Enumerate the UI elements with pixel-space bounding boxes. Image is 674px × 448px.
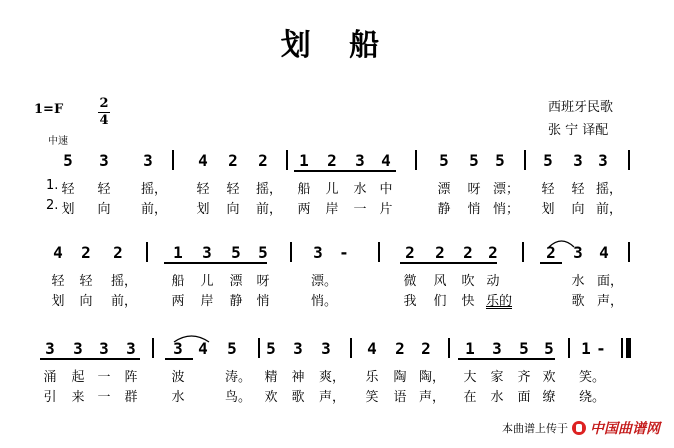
lyric-syllable: 向	[79, 294, 93, 309]
note: 5	[544, 339, 554, 358]
lyric-syllable: 悄	[256, 294, 270, 309]
lyric-syllable: 欢	[542, 370, 556, 385]
lyric-syllable: 向	[571, 202, 585, 217]
lyric-syllable: 漂；	[492, 182, 520, 197]
song-title: 划 船	[280, 28, 394, 63]
lyric-syllable: 歌	[571, 294, 585, 309]
lyric-syllable: 起	[71, 370, 85, 385]
lyric-syllable: 涛。	[224, 370, 252, 385]
note: 3	[173, 339, 183, 358]
eighth-note-beam	[540, 262, 562, 264]
note: 3	[126, 339, 136, 358]
lyric-syllable: 一	[97, 370, 111, 385]
lyric-syllable: 划	[51, 294, 65, 309]
lyric-syllable: 歌	[291, 390, 305, 405]
final-barline-thin	[621, 338, 623, 358]
note: 2	[327, 151, 337, 170]
lyric-syllable: 摇，	[140, 182, 168, 197]
lyric-syllable: 悄；	[492, 202, 520, 217]
lyric-syllable: 悄。	[310, 294, 338, 309]
lyric-syllable: 乐的	[485, 294, 513, 309]
note: 2	[113, 243, 123, 262]
key-signature: 1=F	[34, 102, 64, 117]
barline	[628, 242, 630, 262]
lyric-syllable: 快	[461, 294, 475, 309]
song-arranger: 张 宁 译配	[548, 123, 609, 138]
note-hold-dash: -	[339, 243, 349, 262]
note: 4	[381, 151, 391, 170]
note: 3	[321, 339, 331, 358]
lyric-syllable: 在	[463, 390, 477, 405]
lyric-syllable: 波	[171, 370, 185, 385]
lyric-syllable: 来	[71, 390, 85, 405]
note: 2	[228, 151, 238, 170]
lyric-syllable: 船	[297, 182, 311, 197]
note: 5	[543, 151, 553, 170]
lyric-syllable: 大	[463, 370, 477, 385]
lyric-syllable: 向	[226, 202, 240, 217]
lyric-syllable: 吹	[461, 274, 475, 289]
note: 2	[488, 243, 498, 262]
time-signature-bottom: 4	[99, 113, 109, 128]
lyric-syllable: 微	[403, 274, 417, 289]
lyric-syllable: 水	[171, 390, 185, 405]
lyric-syllable: 两	[171, 294, 185, 309]
lyric-syllable: 轻	[61, 182, 75, 197]
site-brand: 中国曲谱网	[590, 421, 660, 437]
lyric-syllable: 摇，	[110, 274, 138, 289]
note: 1	[581, 339, 591, 358]
lyric-syllable: 面	[517, 390, 531, 405]
note: 3	[573, 151, 583, 170]
note: 5	[266, 339, 276, 358]
note: 4	[367, 339, 377, 358]
lyric-syllable: 神	[291, 370, 305, 385]
lyric-syllable: 轻	[541, 182, 555, 197]
lyric-syllable: 片	[379, 202, 393, 217]
eighth-note-beam	[164, 262, 267, 264]
barline	[378, 242, 380, 262]
lyric-syllable: 陶，	[418, 370, 446, 385]
lyric-syllable: 齐	[517, 370, 531, 385]
note-hold-dash: -	[596, 339, 606, 358]
barline	[172, 150, 174, 170]
note: 3	[573, 243, 583, 262]
lyric-syllable: 水	[571, 274, 585, 289]
lyric-syllable: 漂。	[310, 274, 338, 289]
verse-number: 2.	[46, 198, 59, 213]
lyric-syllable: 划	[541, 202, 555, 217]
lyric-syllable: 笑。	[578, 370, 606, 385]
note: 5	[495, 151, 505, 170]
note: 3	[202, 243, 212, 262]
eighth-note-beam	[40, 358, 140, 360]
lyric-syllable: 绕。	[578, 390, 606, 405]
note: 4	[599, 243, 609, 262]
note: 3	[313, 243, 323, 262]
final-barline	[626, 338, 631, 358]
lyric-syllable: 笑	[365, 390, 379, 405]
lyric-syllable: 轻	[226, 182, 240, 197]
barline	[286, 150, 288, 170]
lyric-syllable: 群	[124, 390, 138, 405]
lyric-syllable: 静	[437, 202, 451, 217]
note: 4	[198, 339, 208, 358]
lyric-syllable: 呀	[256, 274, 270, 289]
song-origin: 西班牙民歌	[548, 100, 614, 115]
note: 3	[492, 339, 502, 358]
lyric-syllable: 阵	[124, 370, 138, 385]
lyric-syllable: 引	[43, 390, 57, 405]
note: 2	[405, 243, 415, 262]
lyric-syllable: 漂	[229, 274, 243, 289]
note: 5	[469, 151, 479, 170]
lyric-syllable: 向	[97, 202, 111, 217]
note: 3	[143, 151, 153, 170]
lyric-syllable: 涌	[43, 370, 57, 385]
lyric-syllable: 们	[433, 294, 447, 309]
lyric-syllable: 岸	[200, 294, 214, 309]
lyric-syllable: 静	[229, 294, 243, 309]
lyric-syllable: 面，	[596, 274, 624, 289]
barline	[448, 338, 450, 358]
lyric-syllable: 悄	[467, 202, 481, 217]
barline	[628, 150, 630, 170]
lyric-syllable: 轻	[571, 182, 585, 197]
lyric-syllable: 漂	[437, 182, 451, 197]
slur-mark	[548, 238, 575, 248]
note: 3	[598, 151, 608, 170]
note: 3	[45, 339, 55, 358]
eighth-note-beam	[165, 358, 193, 360]
lyric-syllable: 水	[490, 390, 504, 405]
note: 2	[463, 243, 473, 262]
lyric-syllable: 我	[403, 294, 417, 309]
lyric-syllable: 摇，	[255, 182, 283, 197]
note: 1	[465, 339, 475, 358]
lyric-syllable: 家	[490, 370, 504, 385]
lyric-syllable: 乐	[365, 370, 379, 385]
lyric-syllable: 呀	[467, 182, 481, 197]
lyric-syllable: 欢	[264, 390, 278, 405]
lyric-syllable: 儿	[325, 182, 339, 197]
site-logo-icon	[572, 421, 586, 435]
note: 4	[198, 151, 208, 170]
lyric-syllable: 轻	[51, 274, 65, 289]
lyric-syllable: 船	[171, 274, 185, 289]
note: 5	[519, 339, 529, 358]
note: 2	[395, 339, 405, 358]
eighth-note-beam	[294, 170, 396, 172]
note: 5	[231, 243, 241, 262]
note: 4	[53, 243, 63, 262]
eighth-note-beam	[400, 262, 497, 264]
note: 2	[546, 243, 556, 262]
time-signature-top: 2	[99, 96, 109, 111]
lyric-syllable: 前，	[140, 202, 168, 217]
note: 2	[421, 339, 431, 358]
lyric-syllable: 轻	[196, 182, 210, 197]
lyric-syllable: 划	[196, 202, 210, 217]
note: 5	[439, 151, 449, 170]
lyric-syllable: 水	[353, 182, 367, 197]
lyric-syllable: 轻	[79, 274, 93, 289]
barline	[152, 338, 154, 358]
verse-number: 1.	[46, 178, 59, 193]
lyric-syllable: 前，	[110, 294, 138, 309]
note: 3	[293, 339, 303, 358]
lyric-syllable: 声，	[596, 294, 624, 309]
lyric-syllable: 儿	[200, 274, 214, 289]
lyric-syllable: 一	[353, 202, 367, 217]
time-signature	[96, 96, 112, 129]
note: 5	[227, 339, 237, 358]
note: 1	[173, 243, 183, 262]
lyric-syllable: 中	[379, 182, 393, 197]
footer-text: 本曲谱上传于	[502, 422, 568, 435]
note: 3	[355, 151, 365, 170]
lyric-syllable: 爽，	[318, 370, 346, 385]
note: 3	[73, 339, 83, 358]
tempo-marking: 中速	[48, 136, 68, 147]
upload-footer	[502, 418, 660, 438]
eighth-note-beam	[458, 358, 555, 360]
lyric-syllable: 声，	[418, 390, 446, 405]
lyric-syllable: 鸟。	[224, 390, 252, 405]
lyric-syllable: 一	[97, 390, 111, 405]
lyric-syllable: 轻	[97, 182, 111, 197]
lyric-syllable: 摇，	[595, 182, 623, 197]
note: 3	[99, 151, 109, 170]
note: 3	[99, 339, 109, 358]
lyric-syllable: 两	[297, 202, 311, 217]
lyric-syllable: 陶	[393, 370, 407, 385]
note: 2	[435, 243, 445, 262]
barline	[258, 338, 260, 358]
barline	[290, 242, 292, 262]
barline	[350, 338, 352, 358]
lyric-syllable: 语	[393, 390, 407, 405]
note: 1	[299, 151, 309, 170]
barline	[568, 338, 570, 358]
lyric-syllable: 声，	[318, 390, 346, 405]
lyric-syllable: 缭	[542, 390, 556, 405]
lyric-syllable: 划	[61, 202, 75, 217]
barline	[522, 242, 524, 262]
lyric-syllable: 前，	[255, 202, 283, 217]
note: 2	[258, 151, 268, 170]
barline	[415, 150, 417, 170]
lyric-syllable: 前，	[595, 202, 623, 217]
lyric-syllable: 风	[433, 274, 447, 289]
barline	[524, 150, 526, 170]
barline	[146, 242, 148, 262]
lyric-syllable: 动	[486, 274, 500, 289]
note: 5	[63, 151, 73, 170]
note: 2	[81, 243, 91, 262]
lyric-syllable: 精	[264, 370, 278, 385]
lyric-syllable: 岸	[325, 202, 339, 217]
note: 5	[258, 243, 268, 262]
slur-mark	[173, 333, 210, 343]
